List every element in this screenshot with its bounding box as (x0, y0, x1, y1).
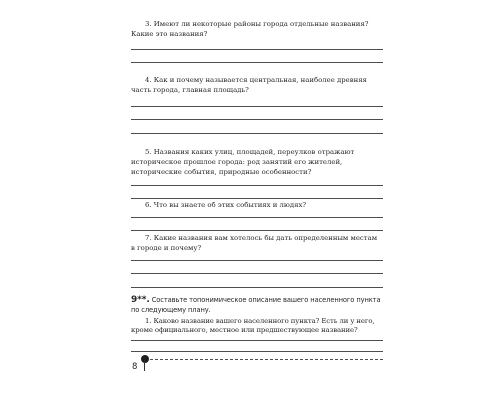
answer-line[interactable] (131, 198, 383, 199)
task-number: 9**. (131, 295, 150, 305)
answer-line[interactable] (131, 49, 383, 50)
task-question-1: 1. Каково название вашего населенного пункта? Есть ли у него, кроме официального, местное или предшествующее название? (131, 316, 375, 335)
answer-line[interactable] (131, 133, 383, 134)
answer-line[interactable] (131, 260, 383, 261)
question-4-text: 4. Как и почему называется центральная, наиболее древняя часть города, главная площадь? (131, 76, 367, 94)
task-instruction-text: Составьте топонимическое описание вашего населенного пункта по следующему плану. (131, 296, 381, 314)
answer-line[interactable] (131, 185, 383, 186)
footer-tick (144, 360, 145, 371)
answer-line[interactable] (131, 230, 383, 231)
answer-line[interactable] (131, 287, 383, 288)
question-6-text: 6. Что вы знаете об этих событиях и людях? (145, 201, 307, 209)
answer-line[interactable] (131, 62, 383, 63)
answer-line[interactable] (131, 119, 383, 120)
footer-dot (141, 355, 149, 363)
question-5-text: 5. Названия каких улиц, площадей, переулков отражают историческое прошлое города: род занятий его жителей, исторические события, природные особенности? (131, 148, 355, 176)
answer-line[interactable] (131, 273, 383, 274)
answer-line[interactable] (131, 106, 383, 107)
answer-line[interactable] (131, 351, 383, 352)
page-number: 8 (132, 362, 138, 372)
task-9-instruction (131, 296, 383, 316)
answer-line[interactable] (131, 217, 383, 218)
question-7-text: 7. Какие названия вам хотелось бы дать определенным местам в городе и почему? (131, 234, 378, 252)
footer-rule (145, 359, 383, 360)
task-9 (131, 296, 383, 336)
answer-line[interactable] (131, 340, 383, 341)
question-3-text: 3. Имеют ли некоторые районы города отдельные названия? Какие это названия? (131, 20, 369, 38)
